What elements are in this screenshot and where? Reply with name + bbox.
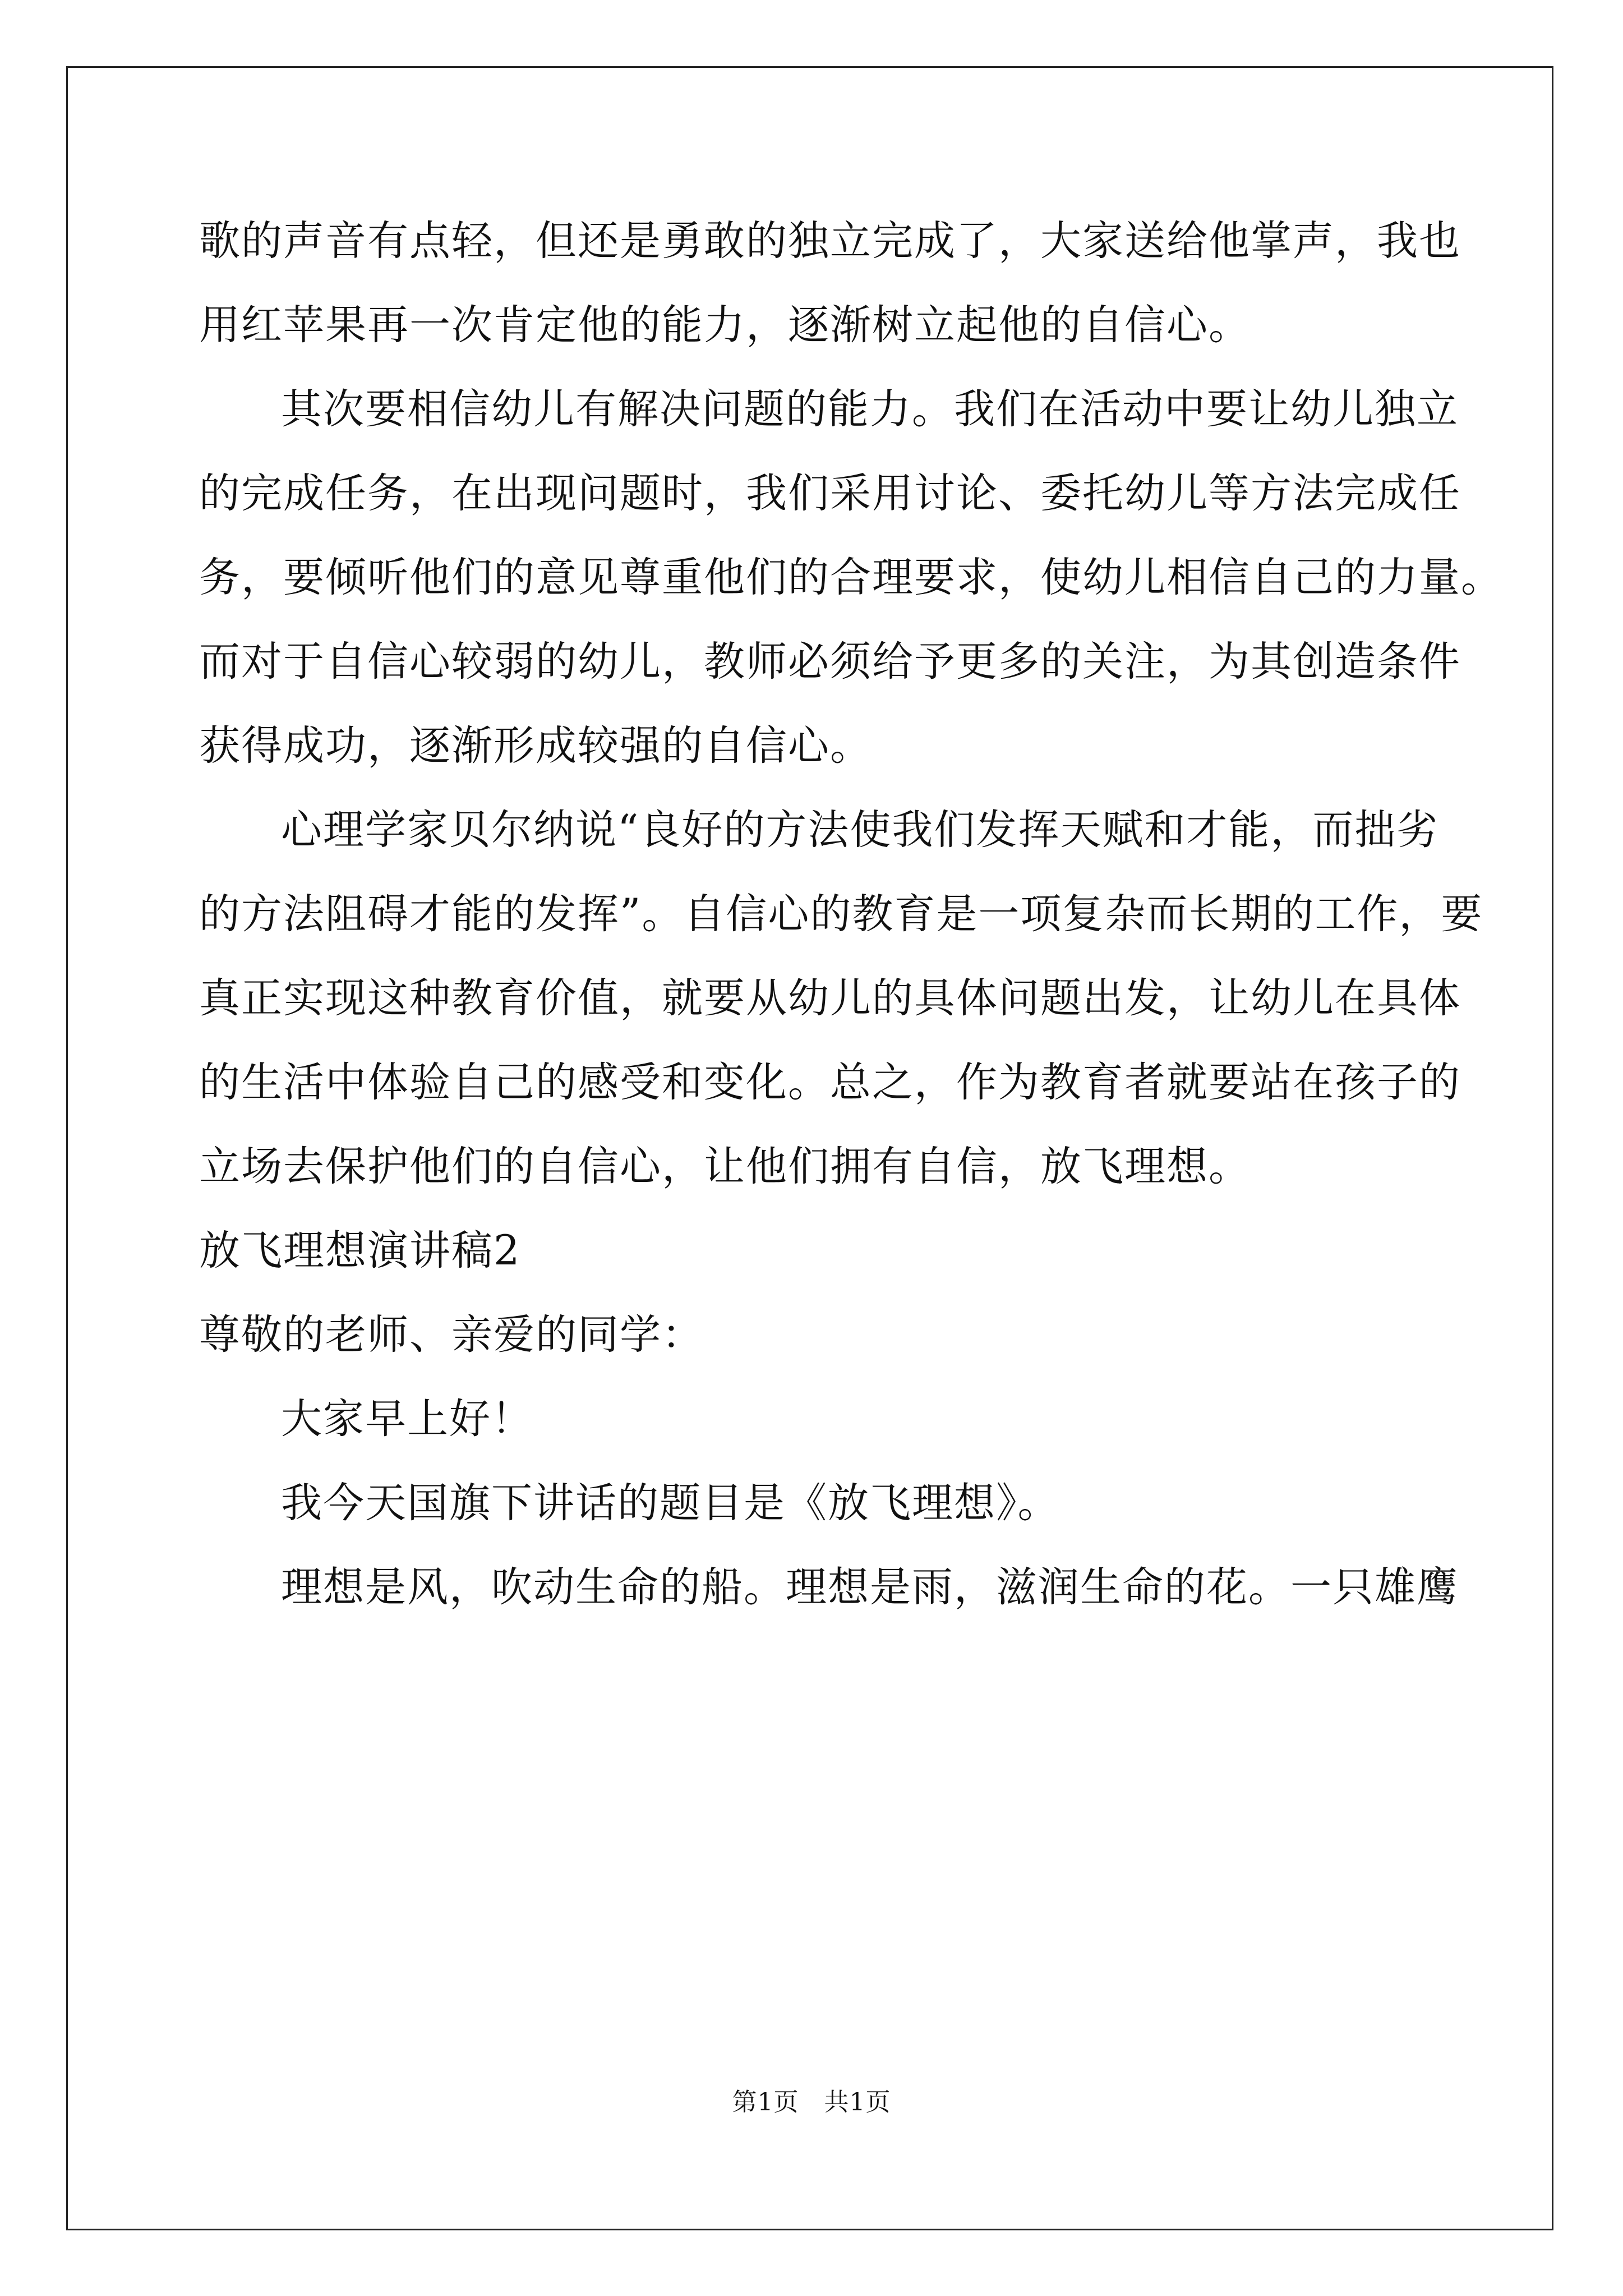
paragraph-line: 我今天国旗下讲话的题目是《放飞理想》。: [281, 1479, 1060, 1527]
paragraph-line: 用红苹果再一次肯定他的能力，逐渐树立起他的自信心。: [199, 301, 1251, 349]
salutation: 尊敬的老师、亲爱的同学：: [199, 1311, 704, 1359]
paragraph-line: 的方法阻碍才能的发挥”。自信心的教育是一项复杂而长期的工作，要: [199, 890, 1483, 938]
paragraph-line: 立场去保护他们的自信心，让他们拥有自信，放飞理想。: [199, 1143, 1251, 1190]
paragraph-line: 心理学家贝尔纳说“良好的方法使我们发挥天赋和才能，而拙劣: [281, 806, 1439, 854]
page-footer: 第1页 共1页: [732, 2088, 891, 2116]
paragraph-line: 歌的声音有点轻，但还是勇敢的独立完成了，大家送给他掌声，我也: [199, 217, 1461, 265]
section-title: 放飞理想演讲稿2: [199, 1227, 521, 1274]
paragraph-line: 而对于自信心较弱的幼儿，教师必须给予更多的关注，为其创造条件: [199, 638, 1461, 685]
paragraph-line: 理想是风，吹动生命的船。理想是雨，滋润生命的花。一只雄鹰: [281, 1563, 1459, 1611]
paragraph-line: 真正实现这种教育价值，就要从幼儿的具体问题出发，让幼儿在具体: [199, 974, 1461, 1022]
greeting: 大家早上好！: [281, 1395, 533, 1443]
paragraph-line: 其次要相信幼儿有解决问题的能力。我们在活动中要让幼儿独立: [281, 385, 1459, 433]
paragraph-line: 的生活中体验自己的感受和变化。总之，作为教育者就要站在孩子的: [199, 1059, 1461, 1106]
paragraph-line: 务，要倾听他们的意见尊重他们的合理要求，使幼儿相信自己的力量。: [199, 554, 1503, 601]
paragraph-line: 的完成任务，在出现问题时，我们采用讨论、委托幼儿等方法完成任: [199, 470, 1461, 517]
paragraph-line: 获得成功，逐渐形成较强的自信心。: [199, 722, 872, 770]
